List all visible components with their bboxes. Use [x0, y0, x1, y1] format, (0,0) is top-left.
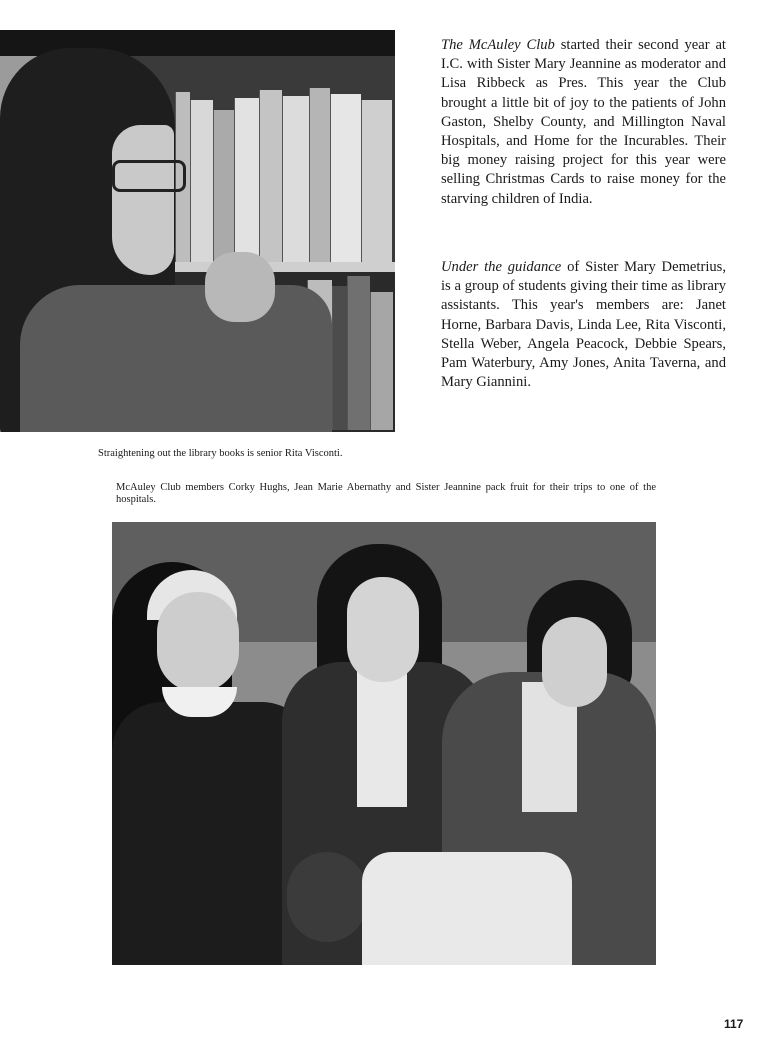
nun-face — [157, 592, 239, 692]
book-spine — [361, 100, 392, 262]
book-spine — [190, 100, 213, 262]
eyeglasses — [112, 160, 186, 192]
book-spine — [213, 110, 234, 262]
book-spine — [347, 276, 370, 430]
paragraph-lead: Under the guidance — [441, 259, 562, 275]
paper-bag — [362, 852, 572, 965]
student-hand — [205, 252, 275, 322]
book-spine — [309, 88, 330, 262]
book-spine — [370, 292, 393, 430]
student-face — [112, 125, 174, 275]
library-assistants-paragraph — [441, 258, 726, 392]
mcauley-club-paragraph — [441, 36, 726, 209]
student-blouse — [357, 667, 407, 807]
student-face — [347, 577, 419, 682]
library-photo-caption: Straightening out the library books is senior Rita Visconti. — [98, 448, 343, 459]
student-face — [542, 617, 607, 707]
fruit-packing-photo — [112, 522, 656, 965]
page-number: 117 — [724, 1017, 744, 1031]
fruit-photo-caption: McAuley Club members Corky Hughs, Jean Marie Abernathy and Sister Jeannine pack fruit for their trips to one of the hospitals. — [116, 482, 656, 505]
paragraph-text: started their second year at I.C. with Sister Mary Jeannine as moderator and Lisa Ribbeck as Pres. This year the Club brought a little bit of joy to the patients of John Gaston, Shelby County, and Millington Naval Hospitals, and Home for the Incurables. Their big money raising project for this year were selling Christmas Cards to raise money for the starving children of India. — [441, 37, 726, 207]
book-spine — [330, 94, 361, 262]
book-spine — [282, 96, 309, 262]
fruit-bag — [287, 852, 367, 942]
book-spine — [234, 98, 259, 262]
student-sweater — [20, 285, 332, 432]
library-photo — [0, 30, 395, 432]
paragraph-text: of Sister Mary Demetrius, is a group of students giving their time as library assistants. This year's members are: Janet Horne, Barbara Davis, Linda Lee, Rita Visconti, Stella Weber, Angela Peacock, Debbie Spears, Pam Waterbury, Amy Jones, Anita Taverna, and Mary Giannini. — [441, 259, 726, 391]
book-spine — [332, 286, 347, 430]
paragraph-lead: The McAuley Club — [441, 37, 555, 53]
book-spine — [259, 90, 282, 262]
